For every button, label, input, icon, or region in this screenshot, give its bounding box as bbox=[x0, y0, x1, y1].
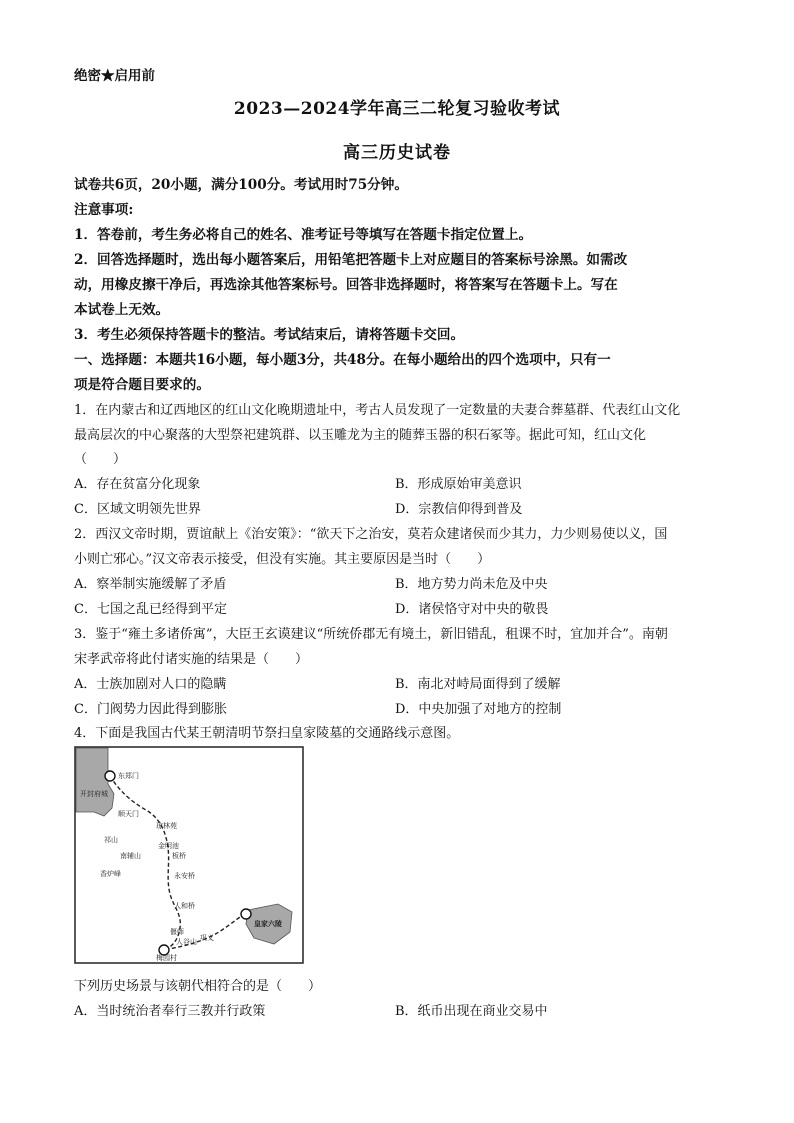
city-area bbox=[76, 748, 114, 816]
notice-item: 2．回答选择题时，选出每小题答案后，用铅笔把答题卡上对应题目的答案标号涂黑。如需改 bbox=[74, 252, 628, 268]
map-label: 人谷山 bbox=[176, 938, 197, 946]
q3-option-a: A．士族加剧对人口的隐瞒 bbox=[74, 677, 227, 692]
map-label: 顺天门 bbox=[118, 810, 139, 818]
notice-heading: 注意事项: bbox=[74, 202, 134, 218]
notice-item: 动，用橡皮擦干净后，再选涂其他答案标号。回答非选择题时，将答案写在答题卡上。写在 bbox=[74, 277, 618, 293]
q1-option-d: D．宗教信仰得到普及 bbox=[395, 502, 523, 517]
map-label: 皇家六陵 bbox=[254, 919, 282, 928]
q1-option-c: C．区域文明领先世界 bbox=[74, 502, 201, 517]
start-node bbox=[105, 771, 115, 781]
q2-option-a: A．察举制实施缓解了矛盾 bbox=[74, 577, 227, 592]
map-label: 人和桥 bbox=[174, 902, 195, 910]
section-heading-cont: 项是符合题目要求的。 bbox=[74, 377, 210, 393]
q4-option-a: A．当时统治者奉行三教并行政策 bbox=[74, 1004, 266, 1019]
notice-item: 本试卷上无效。 bbox=[74, 302, 170, 318]
map-label: 琼林苑 bbox=[156, 822, 177, 830]
q2-option-d: D．诸侯恪守对中央的敬畏 bbox=[395, 602, 549, 617]
map-label: 偃师 bbox=[170, 928, 184, 936]
exam-info: 试卷共6页，20小题，满分100分。考试用时75分钟。 bbox=[74, 177, 408, 193]
q3-option-c: C．门阀势力因此得到膨胀 bbox=[74, 702, 227, 717]
q3-option-b: B．南北对峙局面得到了缓解 bbox=[395, 677, 561, 692]
q2-stem: 2．西汉文帝时期，贾谊献上《治安策》：“欲天下之治安，莫若众建诸侯而少其力，力少则易使以义，国 bbox=[74, 527, 668, 542]
q2-option-b: B．地方势力尚未危及中央 bbox=[395, 577, 548, 592]
map-label: 永安桥 bbox=[174, 872, 195, 880]
q2-option-c: C．七国之乱已经得到平定 bbox=[74, 602, 227, 617]
notice-item: 1．答卷前，考生务必将自己的姓名、准考证号等填写在答题卡指定位置上。 bbox=[74, 227, 533, 243]
q4-stem: 4．下面是我国古代某王朝清明节祭扫皇家陵墓的交通路线示意图。 bbox=[74, 726, 460, 741]
exam-title: 2023—2024学年高三二轮复习验收考试 bbox=[233, 99, 561, 119]
map-label: 金明池 bbox=[158, 842, 179, 850]
q1-stem: 1．在内蒙古和辽西地区的红山文化晚期遗址中，考古人员发现了一定数量的夫妻合葬墓群、代表红山文化 bbox=[74, 403, 681, 418]
end-node bbox=[241, 909, 251, 919]
map-label: 巩义 bbox=[200, 934, 214, 942]
map-label: 东郑门 bbox=[118, 772, 139, 780]
q1-option-a: A．存在贫富分化现象 bbox=[74, 477, 201, 492]
route-map bbox=[74, 746, 304, 964]
map-label: 祁山 bbox=[104, 836, 118, 844]
map-label: 南辅山 bbox=[120, 852, 141, 860]
map-label: 香炉峰 bbox=[100, 870, 121, 878]
q3-option-d: D．中央加强了对地方的控制 bbox=[395, 702, 562, 717]
notice-item: 3．考生必须保持答题卡的整洁。考试结束后，请将答题卡交回。 bbox=[74, 327, 465, 343]
q4-option-b: B．纸币出现在商业交易中 bbox=[395, 1004, 548, 1019]
q3-stem-cont: 宋孝武帝将此付诸实施的结果是（ ） bbox=[74, 652, 309, 667]
confidential-mark: 绝密★启用前 bbox=[74, 68, 155, 84]
q1-blank: （ ） bbox=[74, 452, 127, 467]
q1-stem-cont: 最高层次的中心聚落的大型祭祀建筑群、以玉雕龙为主的随葬玉器的积石冢等。据此可知，红山文化 bbox=[74, 428, 647, 443]
map-label: 板桥 bbox=[172, 852, 186, 860]
exam-subtitle: 高三历史试卷 bbox=[343, 143, 451, 163]
q2-stem-cont: 小则亡邪心。”汉文帝表示接受，但没有实施。其主要原因是当时（ ） bbox=[74, 552, 491, 567]
map-label: 梅园村 bbox=[156, 954, 177, 962]
q4-question: 下列历史场景与该朝代相符合的是（ ） bbox=[74, 979, 322, 994]
section-heading: 一、选择题：本题共16小题，每小题3分，共48分。在每小题给出的四个选项中，只有一 bbox=[74, 352, 611, 368]
q3-stem: 3．鉴于“雍土多诸侨寓”，大臣王玄谟建议“所统侨郡无有境土，新旧错乱，租课不时，宜加并合”。南朝 bbox=[74, 627, 668, 642]
q1-option-b: B．形成原始审美意识 bbox=[395, 477, 522, 492]
map-label: 开封府城 bbox=[80, 790, 108, 798]
